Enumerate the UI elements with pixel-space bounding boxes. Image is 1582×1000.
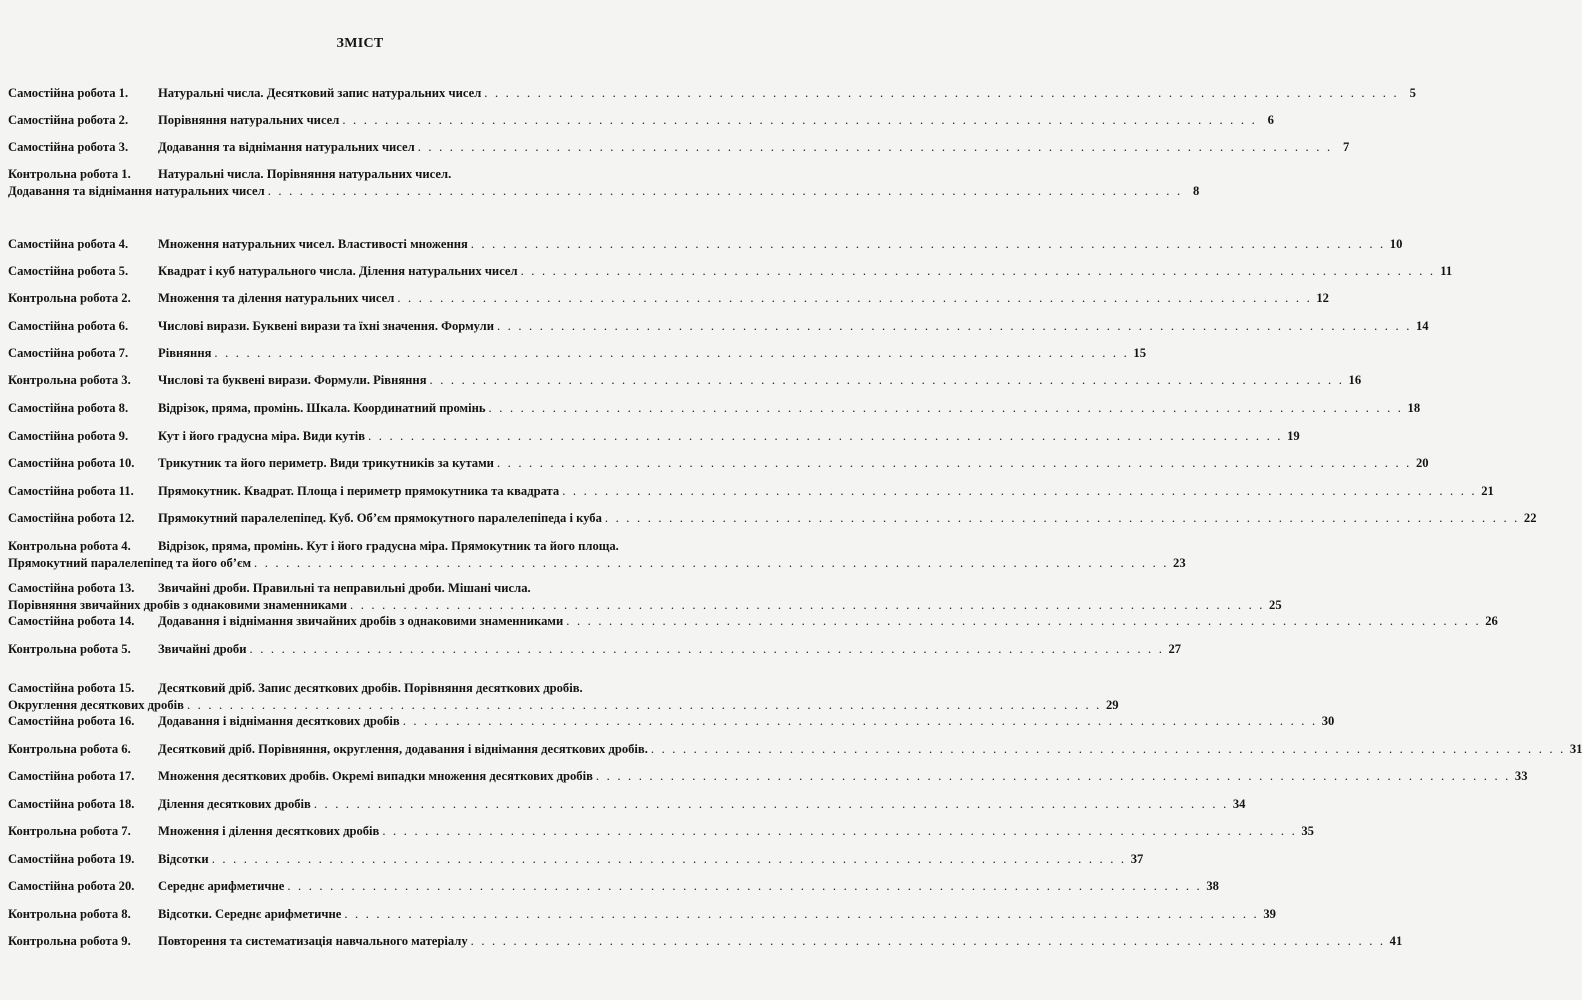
toc-leader-dots <box>314 796 1229 813</box>
toc-entry-title: Повторення та систематизація навчального матеріалу <box>158 934 468 948</box>
toc-entry[interactable] <box>8 713 1335 730</box>
toc-page-number: 15 <box>1133 346 1146 360</box>
toc-entry-line <box>8 597 1282 614</box>
toc-entry-title: Додавання та віднімання натуральних чисел <box>158 140 415 154</box>
toc-entry-line <box>8 768 1528 785</box>
toc-entry[interactable] <box>8 139 1350 156</box>
toc-entry-line <box>8 713 1335 730</box>
toc-entry-title: Множення десяткових дробів. Окремі випадки множення десяткових дробів <box>158 769 593 783</box>
toc-entry-title: Відрізок, пряма, промінь. Кут і його градусна міра. Прямокутник та його площа. <box>158 539 619 553</box>
toc-entry-label: Самостійна робота 4. <box>8 237 129 251</box>
toc-page-number: 23 <box>1173 556 1186 570</box>
toc-entry-title: Кут і його градусна міра. Види кутів <box>158 429 366 443</box>
toc-entry[interactable] <box>8 851 1144 868</box>
toc-entry[interactable] <box>8 236 1403 253</box>
toc-leader-dots <box>344 906 1259 923</box>
toc-page-number: 31 <box>1569 742 1582 756</box>
toc-leader-dots <box>397 290 1312 307</box>
toc-entry[interactable] <box>8 112 1274 129</box>
toc-entry[interactable] <box>8 166 1200 200</box>
toc-entry-label: Самостійна робота 1. <box>8 86 129 100</box>
toc-entry[interactable] <box>8 878 1219 895</box>
toc-leader-dots <box>214 345 1129 362</box>
toc-entry-label: Контрольна робота 5. <box>8 642 131 656</box>
toc-entry-title: Трикутник та його периметр. Види трикутників за кутами <box>158 456 494 470</box>
toc-entry-label: Самостійна робота 13. <box>8 581 135 595</box>
toc-leader-dots <box>562 483 1477 500</box>
toc-entry-line <box>8 906 1276 923</box>
toc-entry-line <box>8 428 1300 445</box>
toc-entry-line <box>8 318 1429 335</box>
toc-leader-dots <box>418 139 1333 156</box>
toc-entry-line <box>8 613 1498 630</box>
toc-entry-label: Самостійна робота 14. <box>8 614 135 628</box>
toc-entry-label: Самостійна робота 19. <box>8 852 135 866</box>
toc-entry-title: Рівняння <box>158 346 212 360</box>
toc-entry-line <box>8 510 1537 527</box>
toc-entry-label: Самостійна робота 5. <box>8 264 129 278</box>
toc-entry[interactable] <box>8 372 1362 389</box>
toc-entry-line <box>8 139 1350 156</box>
toc-leader-dots <box>350 597 1265 614</box>
toc-entry-label: Контрольна робота 2. <box>8 291 131 305</box>
toc-entry-title: Ділення десяткових дробів <box>158 797 311 811</box>
toc-leader-dots <box>287 878 1202 895</box>
toc-entry-title: Відрізок, пряма, промінь. Шкала. Координатний промінь <box>158 401 486 415</box>
toc-page-number: 35 <box>1301 824 1314 838</box>
toc-page-number: 19 <box>1287 429 1300 443</box>
toc-page-number: 12 <box>1316 291 1329 305</box>
toc-page-number: 34 <box>1232 797 1246 811</box>
toc-entry-label: Контрольна робота 9. <box>8 934 131 948</box>
toc-entry-title: Десятковий дріб. Порівняння, округлення, додавання і віднімання десяткових дробів. <box>158 742 648 756</box>
toc-entry-title: Числові вирази. Буквені вирази та їхні значення. Формули <box>158 319 494 333</box>
toc-page-number: 22 <box>1523 511 1537 525</box>
toc-leader-dots <box>382 823 1297 840</box>
toc-entry-line <box>8 580 714 597</box>
toc-entry-title: Відсотки <box>158 852 209 866</box>
toc-entry-title: Квадрат і куб натурального числа. Ділення натуральних чисел <box>158 264 518 278</box>
toc-page-number: 7 <box>1343 140 1350 154</box>
toc-entry-label: Самостійна робота 11. <box>8 484 134 498</box>
toc-entry[interactable] <box>8 906 1276 923</box>
toc-leader-dots <box>566 613 1481 630</box>
toc-page-number: 33 <box>1514 769 1528 783</box>
toc-page-number: 38 <box>1206 879 1219 893</box>
toc-entry-line <box>8 697 1119 714</box>
toc-entry-line <box>8 112 1274 129</box>
toc-entry[interactable] <box>8 345 1146 362</box>
toc-entry-line <box>8 345 1146 362</box>
toc-entry-title-continued: Порівняння звичайних дробів з однаковими знаменниками <box>8 598 348 612</box>
toc-entry[interactable] <box>8 290 1329 307</box>
toc-entry[interactable] <box>8 538 1186 572</box>
toc-entry-title: Звичайні дроби. Правильні та неправильні дроби. Мішані числа. <box>158 581 531 595</box>
toc-entry-label: Самостійна робота 15. <box>8 681 135 695</box>
toc-page-number: 5 <box>1409 86 1416 100</box>
toc-entry-title: Відсотки. Середнє арифметичне <box>158 907 342 921</box>
toc-entry-label: Самостійна робота 16. <box>8 714 135 728</box>
toc-page-number: 16 <box>1348 373 1362 387</box>
toc-entry-label: Контрольна робота 7. <box>8 824 131 838</box>
toc-entry-label: Самостійна робота 10. <box>8 456 135 470</box>
toc-page-number: 8 <box>1193 184 1200 198</box>
toc-entry-label: Контрольна робота 4. <box>8 539 131 553</box>
toc-page-number: 21 <box>1481 484 1494 498</box>
toc-entry[interactable] <box>8 85 1416 102</box>
toc-leader-dots <box>497 455 1412 472</box>
toc-entry-title: Додавання і віднімання десяткових дробів <box>158 714 400 728</box>
toc-leader-dots <box>430 372 1345 389</box>
toc-entry-title: Натуральні числа. Порівняння натуральних чисел. <box>158 167 452 181</box>
toc-entry-line <box>8 555 1186 572</box>
toc-page-number: 41 <box>1389 934 1403 948</box>
toc-leader-dots <box>403 713 1318 730</box>
toc-entry-line <box>8 878 1219 895</box>
toc-leader-dots <box>605 510 1520 527</box>
toc-leader-dots <box>484 85 1399 102</box>
toc-entry-line <box>8 455 1429 472</box>
toc-entry[interactable] <box>8 455 1429 472</box>
toc-entry-label: Самостійна робота 20. <box>8 879 135 893</box>
toc-entry-line <box>8 641 1182 658</box>
toc-page-number: 39 <box>1263 907 1276 921</box>
toc-entry[interactable] <box>8 400 1421 417</box>
toc-entry[interactable] <box>8 933 1403 950</box>
toc-entry-label: Самостійна робота 9. <box>8 429 129 443</box>
toc-leader-dots <box>651 741 1566 758</box>
toc-entry-line <box>8 236 1403 253</box>
toc-leader-dots <box>596 768 1511 785</box>
page-title: ЗМІСТ <box>336 36 384 51</box>
toc-leader-dots <box>368 428 1283 445</box>
toc-entry-label: Самостійна робота 18. <box>8 797 135 811</box>
toc-entry-title: Середнє арифметичне <box>158 879 285 893</box>
toc-entry-line <box>8 680 714 697</box>
toc-entry-title: Множення і ділення десяткових дробів <box>158 824 380 838</box>
toc-entry[interactable] <box>8 580 1282 614</box>
toc-entry-line <box>8 166 714 183</box>
toc-leader-dots <box>187 697 1102 714</box>
toc-leader-dots <box>497 318 1412 335</box>
toc-entry-line <box>8 538 714 555</box>
toc-leader-dots <box>342 112 1257 129</box>
toc-entry-title: Порівняння натуральних чисел <box>158 113 340 127</box>
toc-entry-label: Самостійна робота 7. <box>8 346 129 360</box>
toc-entry-line <box>8 483 1494 500</box>
toc-leader-dots <box>254 555 1169 572</box>
toc-entry[interactable] <box>8 768 1528 785</box>
toc-page-number: 30 <box>1321 714 1335 728</box>
toc-page-number: 25 <box>1269 598 1282 612</box>
toc-entry[interactable] <box>8 318 1429 335</box>
toc-leader-dots <box>471 933 1386 950</box>
toc-entry[interactable] <box>8 483 1494 500</box>
toc-entry-title: Натуральні числа. Десятковий запис натуральних чисел <box>158 86 482 100</box>
toc-page-number: 37 <box>1130 852 1144 866</box>
toc-entry-label: Контрольна робота 3. <box>8 373 131 387</box>
toc-entry[interactable] <box>8 680 1119 714</box>
toc-entry-title: Множення натуральних чисел. Властивості множення <box>158 237 468 251</box>
toc-entry-title: Числові та буквені вирази. Формули. Рівняння <box>158 373 427 387</box>
toc-leader-dots <box>471 236 1386 253</box>
toc-entry-line <box>8 823 1314 840</box>
toc-entry-label: Самостійна робота 3. <box>8 140 129 154</box>
toc-entry-label: Самостійна робота 8. <box>8 401 129 415</box>
toc-entry-line <box>8 400 1421 417</box>
toc-entry[interactable] <box>8 510 1537 527</box>
toc-entry-line <box>8 796 1246 813</box>
toc-entry-label: Контрольна робота 1. <box>8 167 131 181</box>
toc-entry[interactable] <box>8 796 1246 813</box>
toc-entry-title: Звичайні дроби <box>158 642 247 656</box>
toc-entry[interactable] <box>8 823 1314 840</box>
toc-entry-label: Самостійна робота 12. <box>8 511 135 525</box>
toc-entry-line <box>8 851 1144 868</box>
toc-entry-title: Прямокутний паралелепіпед. Куб. Об’єм прямокутного паралелепіпеда і куба <box>158 511 602 525</box>
toc-entry-line <box>8 741 1582 758</box>
toc-entry-title: Десятковий дріб. Запис десяткових дробів. Порівняння десяткових дробів. <box>158 681 583 695</box>
toc-entry-label: Самостійна робота 6. <box>8 319 129 333</box>
toc-entry[interactable] <box>8 428 1300 445</box>
toc-entry-title-continued: Додавання та віднімання натуральних чисел <box>8 184 265 198</box>
toc-page-number: 20 <box>1415 456 1429 470</box>
toc-entry-line <box>8 263 1453 280</box>
toc-entry-title: Прямокутник. Квадрат. Площа і периметр прямокутника та квадрата <box>158 484 560 498</box>
toc-entry-label: Самостійна робота 2. <box>8 113 129 127</box>
toc-page-number: 6 <box>1267 113 1274 127</box>
toc-entry-title-continued: Округлення десяткових дробів <box>8 698 184 712</box>
toc-entry-line <box>8 372 1362 389</box>
toc-page-number: 26 <box>1485 614 1498 628</box>
toc-page-number: 14 <box>1415 319 1429 333</box>
toc-entry-title: Додавання і віднімання звичайних дробів з однаковими знаменниками <box>158 614 564 628</box>
toc-entry-label: Контрольна робота 6. <box>8 742 131 756</box>
toc-page-number: 29 <box>1105 698 1119 712</box>
toc-entry-label: Контрольна робота 8. <box>8 907 131 921</box>
toc-leader-dots <box>212 851 1127 868</box>
toc-entry-line <box>8 933 1403 950</box>
toc-page-number: 27 <box>1168 642 1182 656</box>
toc-leader-dots <box>250 641 1165 658</box>
toc-page-number: 18 <box>1407 401 1421 415</box>
toc-leader-dots <box>521 263 1436 280</box>
toc-entry[interactable] <box>8 741 1582 758</box>
toc-page-number: 10 <box>1389 237 1403 251</box>
toc-entry-title: Множення та ділення натуральних чисел <box>158 291 395 305</box>
toc-entry[interactable] <box>8 263 1453 280</box>
toc-entry-line <box>8 183 1200 200</box>
toc-leader-dots <box>489 400 1404 417</box>
toc-leader-dots <box>268 183 1183 200</box>
toc-page-number: 11 <box>1440 264 1453 278</box>
toc-entry-line <box>8 290 1329 307</box>
toc-entry[interactable] <box>8 641 1182 658</box>
toc-entry-line <box>8 85 1416 102</box>
toc-entry-title-continued: Прямокутний паралелепіпед та його об’єм <box>8 556 252 570</box>
toc-entry-label: Самостійна робота 17. <box>8 769 135 783</box>
toc-entry[interactable] <box>8 613 1498 630</box>
